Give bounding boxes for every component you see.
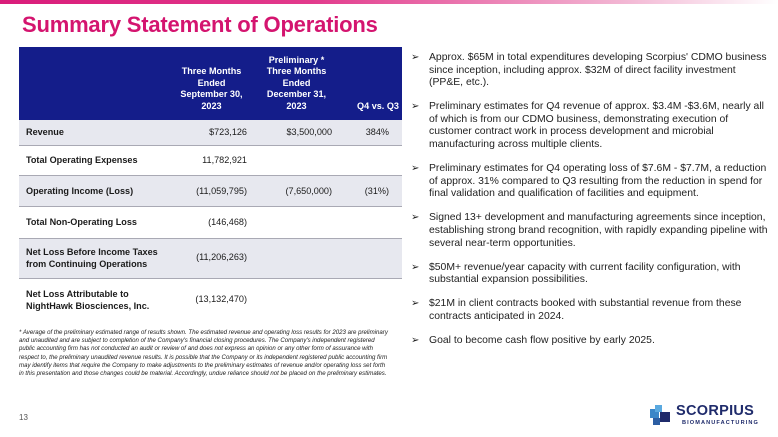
scorpius-logo-icon: [649, 403, 673, 427]
table-row: [19, 207, 402, 239]
operations-table: [19, 47, 402, 327]
header-q4-line: December 31,: [266, 89, 327, 99]
change-value: (31%): [364, 186, 389, 196]
logo-subword: BIOMANUFACTURING: [682, 420, 759, 426]
top-accent-line: [0, 0, 778, 4]
table-row: [19, 176, 402, 207]
q4-value: $3,500,000: [286, 127, 332, 137]
arrow-bullet-icon: ➢: [411, 101, 420, 113]
arrow-bullet-icon: ➢: [411, 212, 420, 224]
q3-value: (11,206,263): [196, 252, 247, 262]
arrow-bullet-icon: ➢: [411, 261, 420, 273]
list-item: [411, 212, 771, 250]
header-q4-line: Ended: [282, 77, 311, 88]
header-q4-line: Three Months: [266, 66, 327, 76]
row-label: Revenue: [26, 127, 64, 137]
header-q4: [254, 55, 339, 113]
q3-value: (13,132,470): [195, 294, 247, 304]
q4-value: (7,650,000): [285, 186, 332, 196]
arrow-bullet-icon: ➢: [411, 335, 420, 347]
bullet-text: Preliminary estimates for Q4 revenue of approx. $3.4M -$3.6M, nearly all of which is from our CDMO business, demonstrating execution of customer contract work in process development and microbial manufacturing across multiple clients.: [429, 101, 764, 151]
row-label: Operating Income (Loss): [26, 186, 134, 196]
q3-value: (146,468): [208, 217, 247, 227]
header-q3-line: Three Months: [181, 66, 242, 76]
arrow-bullet-icon: ➢: [411, 52, 420, 63]
bullet-text: Approx. $65M in total expenditures developing Scorpius' CDMO business since inception, including approx. $32M of direct facility investment (PP&E, etc.).: [429, 52, 767, 89]
table-row: [19, 279, 402, 327]
logo-word: SCORPIUS: [676, 403, 755, 419]
list-item: [411, 163, 771, 201]
footnote: * Average of the preliminary estimated range of results shown. The estimated revenue and operating loss results for 2023 are preliminary and unaudited and are subject to completion of the Company's financial closing procedures. The Company's independent registered public accounting firm has not conducted an audit or review of and does not express an opinion or any other form of assurance with respect to, the preliminary unaudited revenue results. It is possible that the Company or its independent registered public accounting firm may identify items that require the Company to make adjustments to the preliminary estimates of revenue and/or operating loss set forth in this presentation and those changes could be material. Accordingly, undue reliance should not be placed on the preliminary estimates.: [19, 329, 388, 378]
bullet-text: $21M in client contracts booked with substantial revenue from these contracts anticipated in 2024.: [429, 298, 742, 322]
q3-value: 11,782,921: [202, 155, 247, 165]
header-change: Q4 vs. Q3: [357, 100, 399, 111]
page-number: 13: [19, 413, 28, 422]
header-q4-line: 2023: [286, 100, 307, 111]
table-row: [19, 120, 402, 146]
change-value: 384%: [365, 127, 389, 137]
table-row: [19, 239, 402, 279]
header-q3: [169, 66, 254, 112]
bullet-text: Signed 13+ development and manufacturing agreements since inception, establishing strong brand recognition, with rapidly expanding pipeline with several near-term opportunities.: [429, 212, 768, 249]
q3-value: (11,059,795): [196, 186, 247, 196]
header-q3-line: September 30,: [180, 89, 243, 99]
row-label: Total Non-Operating Loss: [26, 217, 137, 227]
list-item: [411, 52, 771, 90]
header-q3-line: 2023: [201, 100, 222, 111]
bullet-text: Preliminary estimates for Q4 operating loss of $7.6M - $7.7M, a reduction of approx. 31% compared to Q3 resulting from the reduction in spend for final validation and qualification of facilities and equipment.: [429, 163, 767, 200]
list-item: [411, 298, 771, 323]
row-label: Net Loss Before Income Taxes from Continuing Operations: [26, 247, 158, 269]
bullet-list: [411, 52, 771, 359]
row-label: Net Loss Attributable to NightHawk Biosciences, Inc.: [26, 289, 150, 311]
table-header: [19, 47, 402, 120]
arrow-bullet-icon: ➢: [411, 163, 420, 175]
header-q4-line: Preliminary *: [268, 54, 325, 65]
company-logo: [649, 401, 767, 431]
list-item: [411, 262, 771, 287]
arrow-bullet-icon: ➢: [411, 298, 420, 310]
row-label: Total Operating Expenses: [26, 155, 138, 165]
header-q3-line: Ended: [197, 77, 226, 88]
table-row: [19, 146, 402, 176]
q3-value: $723,126: [209, 127, 247, 137]
bullet-text: Goal to become cash flow positive by early 2025.: [429, 335, 655, 347]
list-item: [411, 335, 771, 348]
page-title: Summary Statement of Operations: [22, 12, 378, 37]
list-item: [411, 101, 771, 151]
bullet-text: $50M+ revenue/year capacity with current facility configuration, with substantial expansion possibilities.: [429, 261, 741, 286]
